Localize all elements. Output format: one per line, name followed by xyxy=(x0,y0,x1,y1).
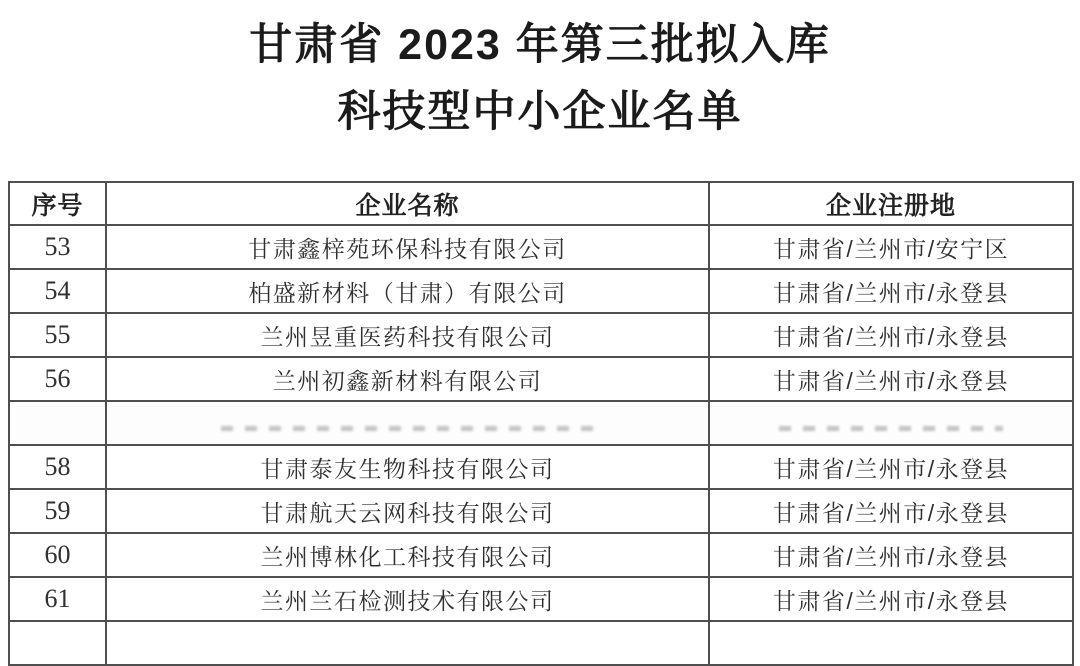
location-cell: 甘肃省/兰州市/永登县 xyxy=(709,489,1073,533)
table-row xyxy=(9,445,1073,489)
company-name-cell: 柏盛新材料（甘肃）有限公司 xyxy=(106,269,709,313)
table-row xyxy=(9,533,1073,577)
company-name-cell: 兰州初鑫新材料有限公司 xyxy=(106,357,709,401)
table-row xyxy=(9,225,1073,269)
serial-cell: 54 xyxy=(9,269,106,313)
location-cell: 甘肃省/兰州市/永登县 xyxy=(709,313,1073,357)
company-name-cell xyxy=(106,621,709,665)
serial-cell xyxy=(9,621,106,665)
table-row xyxy=(9,269,1073,313)
company-name-cell xyxy=(106,401,709,445)
serial-cell: 53 xyxy=(9,225,106,269)
header-serial: 序号 xyxy=(9,182,106,225)
page-title xyxy=(0,0,1080,145)
page-title-line1: 甘肃省 2023 年第三批拟入库 xyxy=(249,21,831,69)
serial-cell: 58 xyxy=(9,445,106,489)
table-row xyxy=(9,489,1073,533)
partial-row xyxy=(9,621,1073,665)
location-cell: 甘肃省/兰州市/安宁区 xyxy=(709,225,1073,269)
location-cell: 甘肃省/兰州市/永登县 xyxy=(709,269,1073,313)
company-name-cell: 甘肃泰友生物科技有限公司 xyxy=(106,445,709,489)
blurred-text-remnant xyxy=(779,426,1003,431)
page-title-line2: 科技型中小企业名单 xyxy=(337,87,743,136)
serial-cell: 56 xyxy=(9,357,106,401)
location-cell: 甘肃省/兰州市/永登县 xyxy=(709,533,1073,577)
location-cell: 甘肃省/兰州市/永登县 xyxy=(709,445,1073,489)
company-name-cell: 兰州博林化工科技有限公司 xyxy=(106,533,709,577)
company-table xyxy=(8,181,1074,666)
table-row xyxy=(9,577,1073,621)
location-cell xyxy=(709,621,1073,665)
serial-cell: 60 xyxy=(9,533,106,577)
table-row xyxy=(9,357,1073,401)
company-name-cell: 兰州昱重医药科技有限公司 xyxy=(106,313,709,357)
blurred-text-remnant xyxy=(221,426,594,431)
table-row xyxy=(9,313,1073,357)
location-cell: 甘肃省/兰州市/永登县 xyxy=(709,357,1073,401)
location-cell xyxy=(709,401,1073,445)
company-name-cell: 兰州兰石检测技术有限公司 xyxy=(106,577,709,621)
serial-cell: 61 xyxy=(9,577,106,621)
company-name-cell: 甘肃鑫梓苑环保科技有限公司 xyxy=(106,225,709,269)
company-name-cell: 甘肃航天云网科技有限公司 xyxy=(106,489,709,533)
serial-cell: 55 xyxy=(9,313,106,357)
serial-cell: 59 xyxy=(9,489,106,533)
table-header-row xyxy=(9,182,1073,225)
serial-cell xyxy=(9,401,106,445)
collapsed-row xyxy=(9,401,1073,445)
location-cell: 甘肃省/兰州市/永登县 xyxy=(709,577,1073,621)
header-registration-location: 企业注册地 xyxy=(709,182,1073,225)
header-company-name: 企业名称 xyxy=(106,182,709,225)
